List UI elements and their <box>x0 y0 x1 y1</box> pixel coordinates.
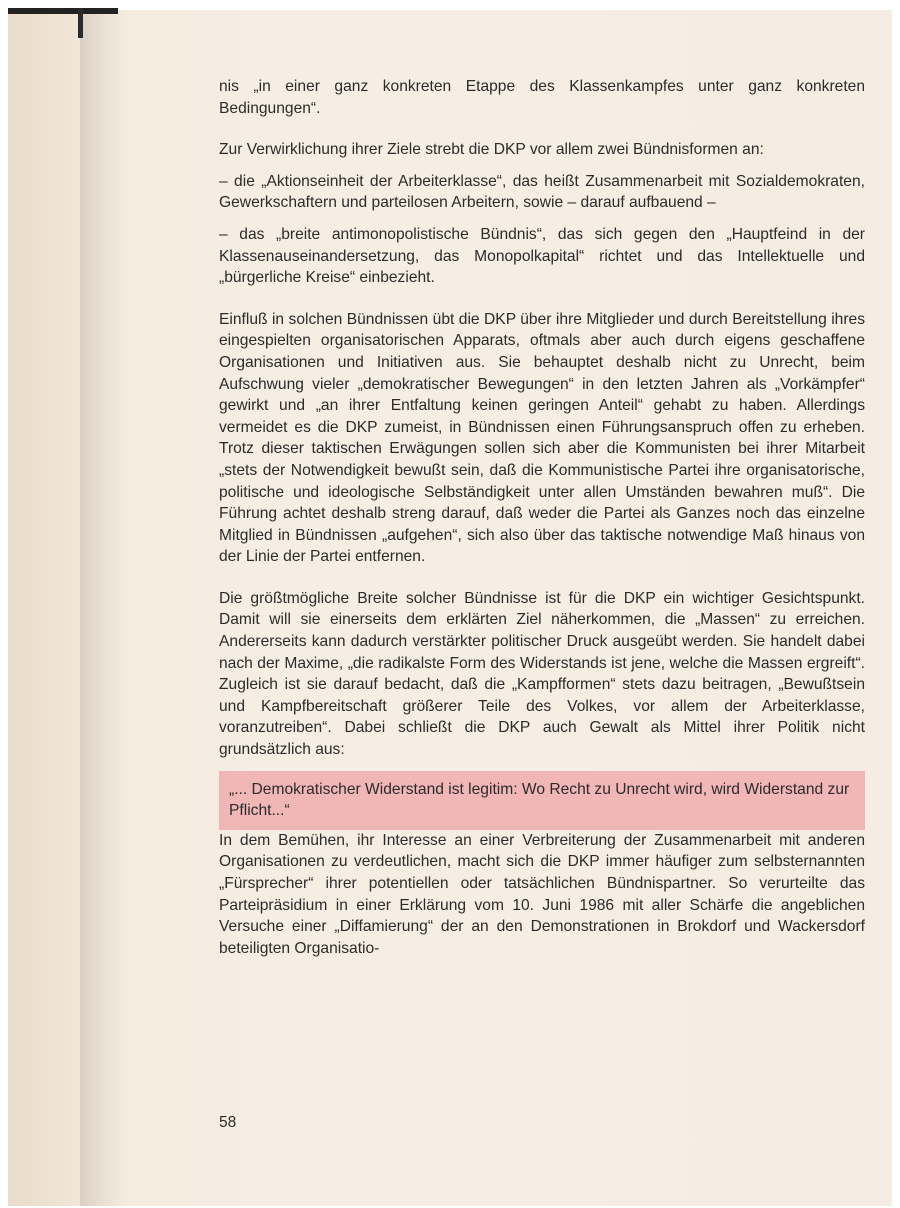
scan-corner-mark-vertical <box>78 8 83 38</box>
page-number: 58 <box>219 1114 237 1131</box>
paragraph-breite: Die größtmögliche Breite solcher Bündnisse ist für die DKP ein wichtiger Gesichtspunkt. Damit will sie einerseits dem erklärten Ziel näherkommen, die „Massen“ zu erreichen. Andererseits kann dadurch verstärkter politischer Druck ausgeübt werden. Sie handelt dabei nach der Maxime, „die radikalste Form des Widerstands ist jene, welche die Massen ergreift“. Zugleich ist sie darauf bedacht, daß die „Kampfformen“ stets dazu beitragen, „Bewußtsein und Kampfbereitschaft größerer Teile des Volkes, vor allem der Arbeiterklasse, voranzutreiben“. Dabei schließt die DKP auch Gewalt als Mittel ihrer Politik nicht grundsätzlich aus: <box>219 589 865 759</box>
paragraph-einfluss: Einfluß in solchen Bündnissen übt die DKP über ihre Mitglieder und durch Bereitstellung ihres eingespielten organisatorischen Apparats, oftmals aber auch durch eigens geschaffene Organisationen und Initiativen aus. Sie behauptet deshalb nicht zu Unrecht, beim Aufschwung vieler „demokratischer Bewegungen“ in den letzten Jahren als „Vorkämpfer“ gewirkt und „an ihrer Entfaltung keinen geringen Anteil“ gehabt zu haben. Allerdings vermeidet es die DKP zumeist, in Bündnissen einen Führungsanspruch offen zu erheben. Trotz dieser taktischen Erwägungen sollen sich aber die Kommunisten bei ihrer Mitarbeit „stets der Notwendigkeit bewußt sein, daß die Kommunistische Partei ihre organisatorische, politische und ideologische Selbständigkeit unter allen Umständen bewahren muß“. Die Führung achtet deshalb streng darauf, daß weder die Partei als Ganzes noch das einzelne Mitglied in Bündnissen „aufgehen“, sich also über das taktische notwendige Maß hinaus von der Linie der Partei entfernen. <box>219 310 865 566</box>
highlighted-quote: „... Demokratischer Widerstand ist legitim: Wo Recht zu Unrecht wird, wird Widerstand zur Pflicht...“ <box>219 771 865 830</box>
scan-corner-mark <box>8 8 118 14</box>
paragraph-continuation: nis „in einer ganz konkreten Etappe des Klassenkampfes unter ganz konkreten Bedingungen“. <box>219 78 865 117</box>
paragraph-intro-alliances: Zur Verwirklichung ihrer Ziele strebt die DKP vor allem zwei Bündnisformen an: <box>219 141 764 159</box>
list-item-aktionseinheit: – die „Aktionseinheit der Arbeiterklasse“, das heißt Zusammenarbeit mit Sozialdemokraten, Gewerkschaftern und parteilosen Arbeitern, sowie – darauf aufbauend – <box>219 172 865 212</box>
binding-shadow <box>80 10 126 1206</box>
paragraph-fuersprecher: In dem Bemühen, ihr Interesse an einer Verbreiterung der Zusammenarbeit mit anderen Organisationen zu verdeutlichen, macht sich die DKP immer häufiger zum selbsternannten „Fürsprecher“ ihrer potentiellen oder tatsächlichen Bündnispartner. So verurteilte das Parteipräsidium in einer Erklärung vom 10. Juni 1986 mit aller Schärfe die angeblichen Versuche einer „Diffamierung“ der an den Demonstrationen in Brokdorf und Wackersdorf beteiligten Organisatio- <box>219 831 865 957</box>
list-item-buendnis: – das „breite antimonopolistische Bündnis“, das sich gegen den „Hauptfeind in der Klassenauseinandersetzung, das Monopolkapital“ richtet und das Intellektuelle und „bürgerliche Kreise“ einbezieht. <box>219 225 865 287</box>
body-text <box>219 76 865 959</box>
